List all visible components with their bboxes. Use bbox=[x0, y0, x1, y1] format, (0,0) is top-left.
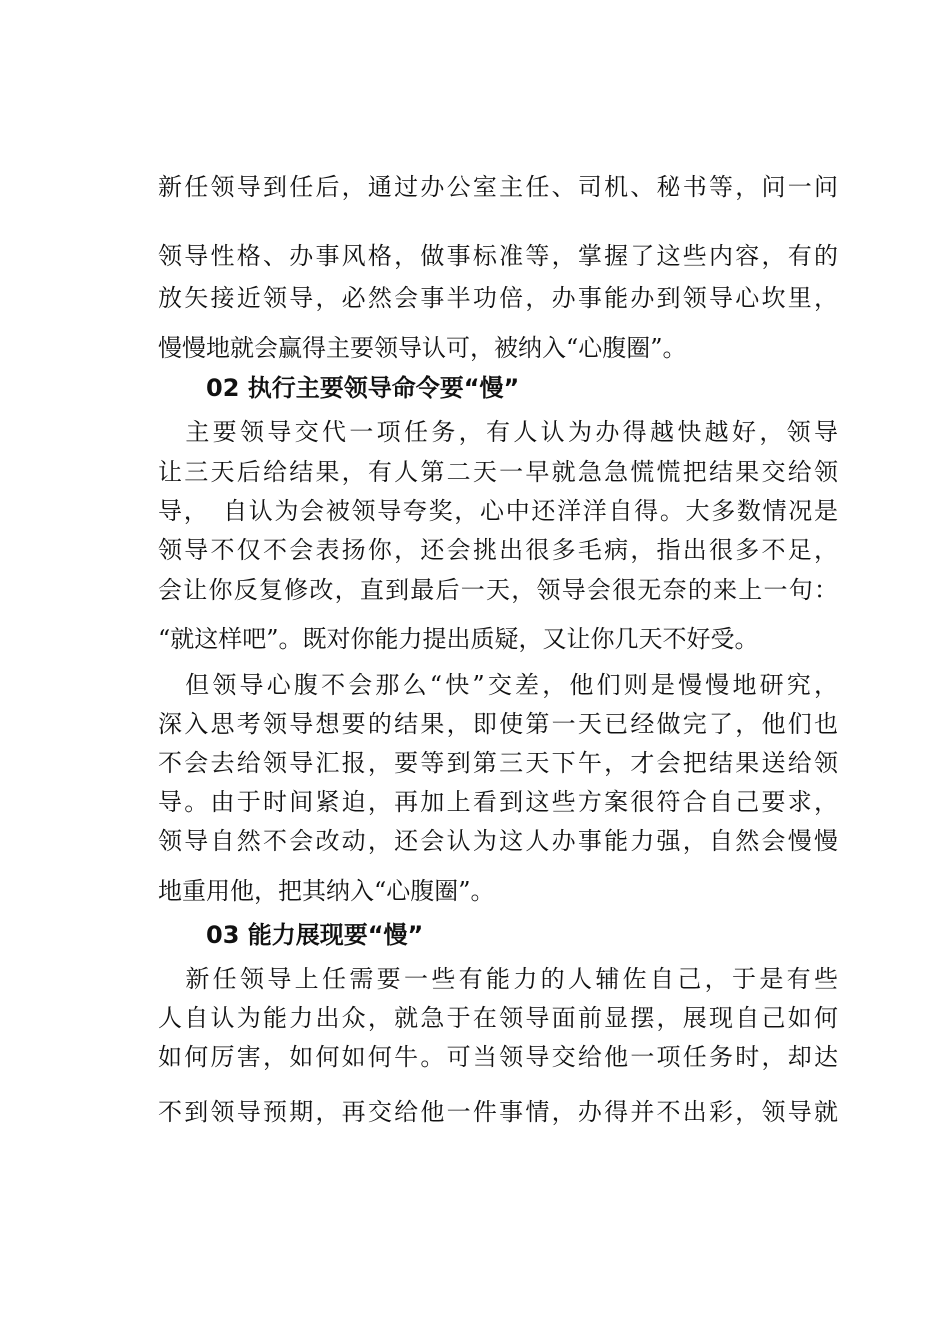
paragraph-1-line-1: 新任领导到任后，通过办公室主任、司机、秘书等，问一问 bbox=[158, 173, 838, 201]
section-heading-03: 03 能力展现要“慢” bbox=[206, 921, 424, 949]
paragraph-3-line-6: 地重用他，把其纳入“心腹圈”。 bbox=[158, 877, 495, 905]
paragraph-3-line-1: 但领导心腹不会那么“快”交差，他们则是慢慢地研究， bbox=[158, 671, 838, 699]
paragraph-2-line-4: 领导不仅不会表扬你，还会挑出很多毛病，指出很多不足， bbox=[158, 536, 838, 564]
paragraph-4-line-4: 不到领导预期，再交给他一件事情，办得并不出彩，领导就 bbox=[158, 1098, 838, 1126]
paragraph-3-line-2: 深入思考领导想要的结果，即使第一天已经做完了，他们也 bbox=[158, 710, 838, 738]
section-heading-02: 02 执行主要领导命令要“慢” bbox=[206, 374, 520, 402]
paragraph-1-line-2: 领导性格、办事风格，做事标准等，掌握了这些内容，有的 bbox=[158, 242, 838, 270]
paragraph-1-line-4: 慢慢地就会赢得主要领导认可，被纳入“心腹圈”。 bbox=[158, 334, 687, 362]
paragraph-2-line-2: 让三天后给结果，有人第二天一早就急急慌慌把结果交给领 bbox=[158, 458, 838, 486]
paragraph-4-line-1: 新任领导上任需要一些有能力的人辅佐自己，于是有些 bbox=[158, 965, 838, 993]
paragraph-1-line-3: 放矢接近领导，必然会事半功倍，办事能办到领导心坎里， bbox=[158, 284, 838, 312]
paragraph-3-line-5: 领导自然不会改动，还会认为这人办事能力强，自然会慢慢 bbox=[158, 827, 838, 855]
paragraph-2-line-3: 导， 自认为会被领导夸奖，心中还洋洋自得。大多数情况是 bbox=[158, 497, 838, 525]
paragraph-4-line-2: 人自认为能力出众，就急于在领导面前显摆，展现自己如何 bbox=[158, 1004, 838, 1032]
paragraph-4-line-3: 如何厉害，如何如何牛。可当领导交给他一项任务时，却达 bbox=[158, 1043, 838, 1071]
paragraph-2-line-6: “就这样吧”。既对你能力提出质疑，又让你几天不好受。 bbox=[158, 625, 759, 653]
paragraph-3-line-4: 导。由于时间紧迫，再加上看到这些方案很符合自己要求， bbox=[158, 788, 838, 816]
paragraph-3-line-3: 不会去给领导汇报，要等到第三天下午，才会把结果送给领 bbox=[158, 749, 838, 777]
paragraph-2-line-1: 主要领导交代一项任务，有人认为办得越快越好，领导 bbox=[158, 418, 838, 446]
paragraph-2-line-5: 会让你反复修改，直到最后一天，领导会很无奈的来上一句： bbox=[158, 576, 838, 604]
